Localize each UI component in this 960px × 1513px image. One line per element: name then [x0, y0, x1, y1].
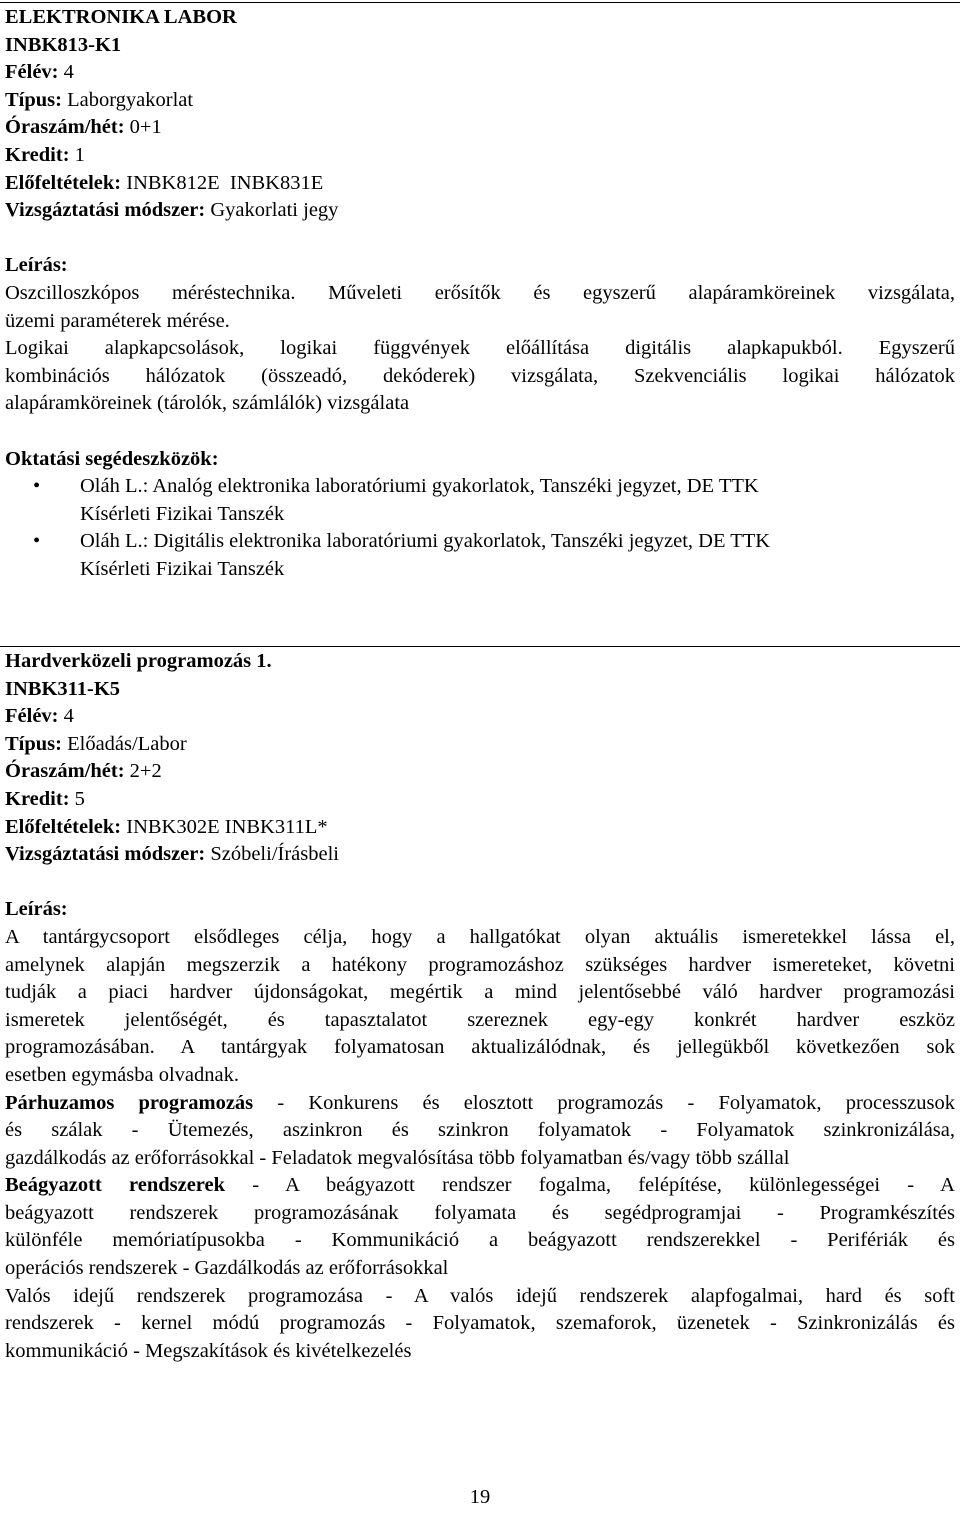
field-hours	[5, 114, 955, 142]
aids-label: Oktatási segédeszközök:	[5, 447, 219, 470]
description-line: amelynek alapján megszerzik a hatékony programozáshoz szükséges hardver ismereteket, követni	[5, 953, 955, 976]
aid-text: : Digitális elektronika laboratóriumi gyakorlatok, Tanszéki jegyzet, DE TTK	[142, 530, 771, 553]
field-credit	[5, 786, 955, 814]
field-value: 2+2	[124, 760, 162, 783]
description-line: alapáramköreinek (tárolók, számlálók) vizsgálata	[5, 392, 410, 415]
field-semester	[5, 59, 955, 87]
description-line: ismeretek jelentőségét, és tapasztalatot szereznek egy-egy konkrét hardver eszköz	[5, 1008, 955, 1031]
field-value: INBK812E INBK831E	[121, 171, 324, 194]
field-credit	[5, 142, 955, 170]
description-label: Leírás:	[5, 254, 68, 277]
topic-line: különféle memóriatípusokba - Kommunikáció a beágyazott rendszerekkel - Perifériák és	[5, 1229, 955, 1252]
field-label: Előfeltételek:	[5, 815, 122, 838]
course-hardverkozeli-programozas	[5, 648, 955, 1365]
description-line: Oszcilloszkópos méréstechnika. Műveleti erősítők és egyszerű alapáramköreinek vizsgálata,	[5, 281, 955, 304]
field-value: Előadás/Labor	[61, 732, 187, 755]
topic-line	[5, 1090, 955, 1118]
page-number: 19	[469, 1486, 491, 1508]
aid-item	[5, 528, 955, 583]
field-label: Típus:	[5, 732, 62, 755]
topic-line	[5, 1172, 955, 1200]
topic-text: - Konkurens és elosztott programozás - Folyamatok, processzusok	[253, 1091, 956, 1114]
field-label: Félév:	[5, 705, 59, 728]
topic-heading: Beágyazott rendszerek	[5, 1174, 226, 1197]
field-value: Szóbeli/Írásbeli	[205, 843, 339, 866]
topic-line: gazdálkodás az erőforrásokkal - Feladatok megvalósítása több folyamatban és/vagy több szállal	[5, 1146, 790, 1169]
topic-line: rendszerek - kernel módú programozás - Folyamatok, szemaforok, üzenetek - Szinkronizálás és	[5, 1312, 955, 1335]
aid-text: Kísérleti Fizikai Tanszék	[80, 557, 285, 580]
course-elektronika-labor	[5, 4, 955, 583]
field-exam-method	[5, 841, 955, 869]
description-line: esetben egymásba olvadnak.	[5, 1063, 239, 1086]
topic-text: - A beágyazott rendszer fogalma, felépítése, különlegességei - A	[225, 1174, 955, 1197]
field-label: Előfeltételek:	[5, 171, 122, 194]
field-value: Gyakorlati jegy	[205, 199, 339, 222]
aids-list	[5, 473, 955, 583]
field-label: Kredit:	[5, 143, 70, 166]
field-exam-method	[5, 197, 955, 225]
aid-item	[5, 473, 955, 528]
section-rule	[0, 646, 960, 647]
field-label: Óraszám/hét:	[5, 760, 125, 783]
field-prerequisites	[5, 170, 955, 198]
course-code: INBK813-K1	[5, 33, 122, 56]
field-value: 4	[58, 61, 74, 84]
field-value: Laborgyakorlat	[61, 88, 194, 111]
topic-line: kommunikáció - Megszakítások és kivételkezelés	[5, 1339, 412, 1362]
description-line: Logikai alapkapcsolások, logikai függvények előállítása digitális alapkapukból. Egyszerű	[5, 337, 955, 360]
field-value: 4	[58, 705, 74, 728]
aid-author: Oláh L.	[80, 530, 143, 553]
field-type	[5, 87, 955, 115]
description-line: kombinációs hálózatok (összeadó, dekóderek) vizsgálata, Szekvenciális logikai hálózatok	[5, 364, 955, 387]
topic-line: és szálak - Ütemezés, aszinkron és szinkron folyamatok - Folyamatok szinkronizálása,	[5, 1119, 955, 1142]
aid-text: Kísérleti Fizikai Tanszék	[80, 502, 285, 525]
field-semester	[5, 703, 955, 731]
description-line: A tantárgycsoport elsődleges célja, hogy a hallgatókat olyan aktuális ismeretekkel lássa el,	[5, 925, 955, 948]
course-code: INBK311-K5	[5, 677, 121, 700]
course-title: ELEKTRONIKA LABOR	[5, 6, 237, 28]
field-value: 5	[69, 787, 85, 810]
field-value: INBK302E INBK311L*	[121, 815, 328, 838]
bullet-icon: •	[33, 475, 41, 498]
field-hours	[5, 758, 955, 786]
description-label: Leírás:	[5, 898, 68, 921]
aid-author: Oláh L.	[80, 475, 143, 498]
topic-line: operációs rendszerek - Gazdálkodás az erőforrásokkal	[5, 1257, 449, 1280]
field-value: 1	[69, 143, 85, 166]
top-rule	[0, 2, 960, 3]
field-label: Típus:	[5, 88, 62, 111]
bullet-icon: •	[33, 530, 41, 553]
topic-line: Valós idejű rendszerek programozása - A valós idejű rendszerek alapfogalmai, hard és soft	[5, 1284, 955, 1307]
field-prerequisites	[5, 814, 955, 842]
field-label: Kredit:	[5, 787, 70, 810]
description-line: tudják a piaci hardver újdonságokat, megértik a mind jelentősebbé váló hardver programozási	[5, 981, 955, 1004]
description-line: programozásában. A tantárgyak folyamatosan aktualizálódnak, és jellegükből következően sok	[5, 1036, 955, 1059]
field-label: Vizsgáztatási módszer:	[5, 199, 206, 222]
aid-text: : Analóg elektronika laboratóriumi gyakorlatok, Tanszéki jegyzet, DE TTK	[142, 475, 759, 498]
field-label: Félév:	[5, 61, 59, 84]
field-value: 0+1	[124, 116, 162, 139]
topic-heading: Párhuzamos programozás	[5, 1091, 254, 1114]
topic-line: beágyazott rendszerek programozásának folyamata és segédprogramjai - Programkészítés	[5, 1201, 955, 1224]
description-line: üzemi paraméterek mérése.	[5, 309, 230, 332]
field-label: Vizsgáztatási módszer:	[5, 843, 206, 866]
course-title: Hardverközeli programozás 1.	[5, 650, 272, 672]
field-label: Óraszám/hét:	[5, 116, 125, 139]
field-type	[5, 731, 955, 759]
